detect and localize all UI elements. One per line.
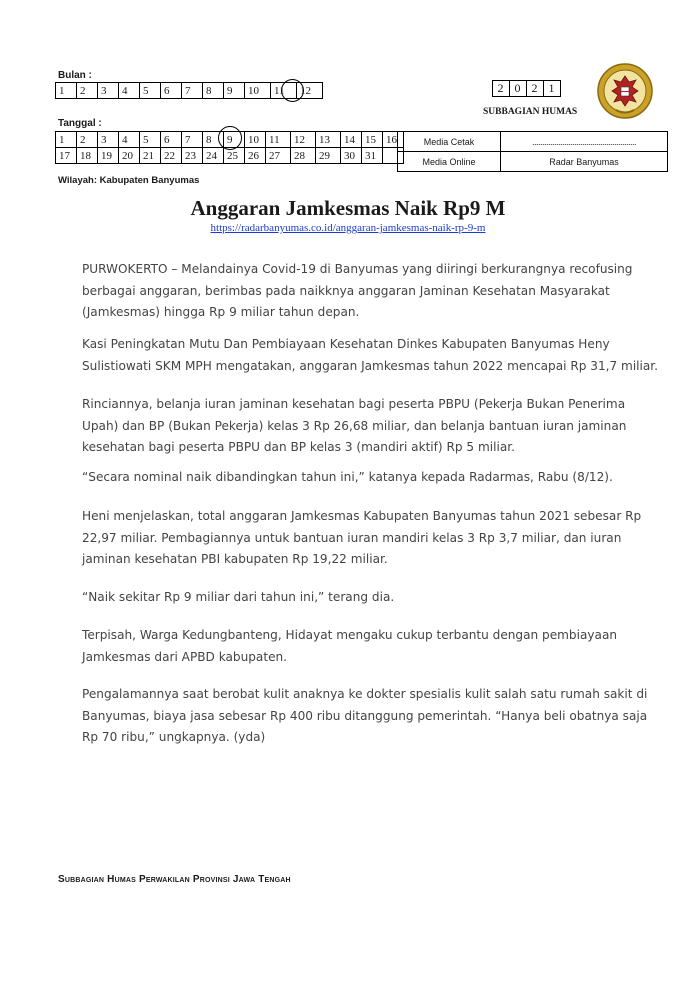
month-cell: 9 bbox=[224, 83, 245, 99]
selected-month-circle bbox=[281, 79, 304, 102]
date-cell: 26 bbox=[245, 148, 266, 164]
date-cell: 19 bbox=[98, 148, 119, 164]
article-title: Anggaran Jamkesmas Naik Rp9 M bbox=[190, 196, 506, 220]
paragraph: Terpisah, Warga Kedungbanteng, Hidayat mengaku cukup terbantu dengan pembiayaan Jamkesmas dari APBD kabupaten. bbox=[82, 628, 618, 664]
tanggal-label: Tanggal : bbox=[58, 118, 102, 129]
date-cell-selected: 9 bbox=[224, 132, 245, 148]
date-cell: 11 bbox=[266, 132, 291, 148]
month-cell: 5 bbox=[140, 83, 161, 99]
date-cell: 10 bbox=[245, 132, 266, 148]
date-cell: 16 bbox=[383, 132, 404, 148]
paragraph: Pengalamannya saat berobat kulit anaknya ke dokter spesialis kulit salah satu rumah sakit di Banyumas, biaya jasa sebesar Rp 400 ribu ditanggung pemerintah. “Hanya beli obatnya saja Rp 70 ribu,” ungkapnya. (yda) bbox=[82, 687, 648, 744]
month-cell: 7 bbox=[182, 83, 203, 99]
month-cell-selected: 12 bbox=[297, 83, 323, 99]
media-online-label: Media Online bbox=[398, 152, 501, 172]
bulan-label: Bulan : bbox=[58, 70, 92, 81]
date-cell: 20 bbox=[119, 148, 140, 164]
date-cell: 2 bbox=[77, 132, 98, 148]
emblem-icon bbox=[596, 62, 654, 120]
paragraph: Rinciannya, belanja iuran jaminan kesehatan bagi peserta PBPU (Pekerja Bukan Penerima Upah) dan BP (Bukan Pekerja) kelas 3 Rp 26,68 miliar, dan belanja bantuan iuran jaminan kesehatan bagi peserta PBPU dan BP kelas 3 (mandiri aktif) Rp 5 miliar. bbox=[82, 397, 627, 454]
date-cell: 4 bbox=[119, 132, 140, 148]
date-cell: 3 bbox=[98, 132, 119, 148]
date-cell: 1 bbox=[56, 132, 77, 148]
date-cell: 21 bbox=[140, 148, 161, 164]
year-digit: 1 bbox=[544, 81, 561, 97]
date-cell: 18 bbox=[77, 148, 98, 164]
date-cell: 22 bbox=[161, 148, 182, 164]
article-url-link[interactable]: https://radarbanyumas.co.id/anggaran-jamkesmas-naik-rp-9-m bbox=[210, 222, 486, 234]
date-cell: 7 bbox=[182, 132, 203, 148]
media-cetak-value: .................................................... bbox=[501, 132, 668, 152]
date-cell: 13 bbox=[316, 132, 341, 148]
month-cell: 8 bbox=[203, 83, 224, 99]
unit-label: SUBBAGIAN HUMAS bbox=[483, 107, 578, 117]
media-table bbox=[397, 131, 668, 172]
month-cell: 4 bbox=[119, 83, 140, 99]
date-cell: 6 bbox=[161, 132, 182, 148]
date-cell: 31 bbox=[362, 148, 383, 164]
month-cell: 11 bbox=[271, 83, 297, 99]
date-cell: 27 bbox=[266, 148, 291, 164]
month-cell: 1 bbox=[56, 83, 77, 99]
month-cell: 3 bbox=[98, 83, 119, 99]
date-cell: 28 bbox=[291, 148, 316, 164]
month-cell: 6 bbox=[161, 83, 182, 99]
date-cell: 5 bbox=[140, 132, 161, 148]
year-boxes bbox=[492, 80, 561, 97]
media-online-value: Radar Banyumas bbox=[501, 152, 668, 172]
month-cell: 2 bbox=[77, 83, 98, 99]
month-cell: 10 bbox=[245, 83, 271, 99]
wilayah-label: Wilayah: Kabupaten Banyumas bbox=[58, 175, 200, 186]
emblem-logo bbox=[596, 62, 654, 120]
date-cell: 24 bbox=[203, 148, 224, 164]
media-cetak-label: Media Cetak bbox=[398, 132, 501, 152]
paragraph: “Naik sekitar Rp 9 miliar dari tahun ini,” terang dia. bbox=[82, 590, 395, 604]
footer-text: Subbagian Humas Perwakilan Provinsi Jawa Tengah bbox=[58, 874, 291, 885]
date-cell: 15 bbox=[362, 132, 383, 148]
paragraph: PURWOKERTO – Melandainya Covid-19 di Banyumas yang diiringi berkurangnya recofusing berbagai anggaran, berimbas pada naikknya anggaran Jaminan Kesehatan Masyarakat (Jamkesmas) hingga Rp 9 miliar tahun depan. bbox=[82, 262, 633, 319]
date-cell: 14 bbox=[341, 132, 362, 148]
paragraph: “Secara nominal naik dibandingkan tahun ini,” katanya kepada Radarmas, Rabu (8/12). bbox=[82, 470, 613, 484]
paragraph: Kasi Peningkatan Mutu Dan Pembiayaan Kesehatan Dinkes Kabupaten Banyumas Heny Sulistiowati SKM MPH mengatakan, anggaran Jamkesmas tahun 2022 mencapai Rp 31,7 miliar. bbox=[82, 337, 659, 373]
date-cell: 12 bbox=[291, 132, 316, 148]
year-digit: 2 bbox=[527, 81, 544, 97]
date-cell: 23 bbox=[182, 148, 203, 164]
date-cell: 25 bbox=[224, 148, 245, 164]
date-cell: 29 bbox=[316, 148, 341, 164]
paragraph: Heni menjelaskan, total anggaran Jamkesmas Kabupaten Banyumas tahun 2021 sebesar Rp 22,97 miliar. Pembagiannya untuk bantuan iuran mandiri kelas 3 Rp 3,7 miliar, dan iuran jaminan kesehatan PBI kabupaten Rp 19,22 miliar. bbox=[82, 509, 642, 566]
date-cell: 8 bbox=[203, 132, 224, 148]
year-digit: 2 bbox=[493, 81, 510, 97]
year-digit: 0 bbox=[510, 81, 527, 97]
date-cell: 17 bbox=[56, 148, 77, 164]
date-cell: 30 bbox=[341, 148, 362, 164]
selected-date-circle bbox=[218, 126, 242, 150]
